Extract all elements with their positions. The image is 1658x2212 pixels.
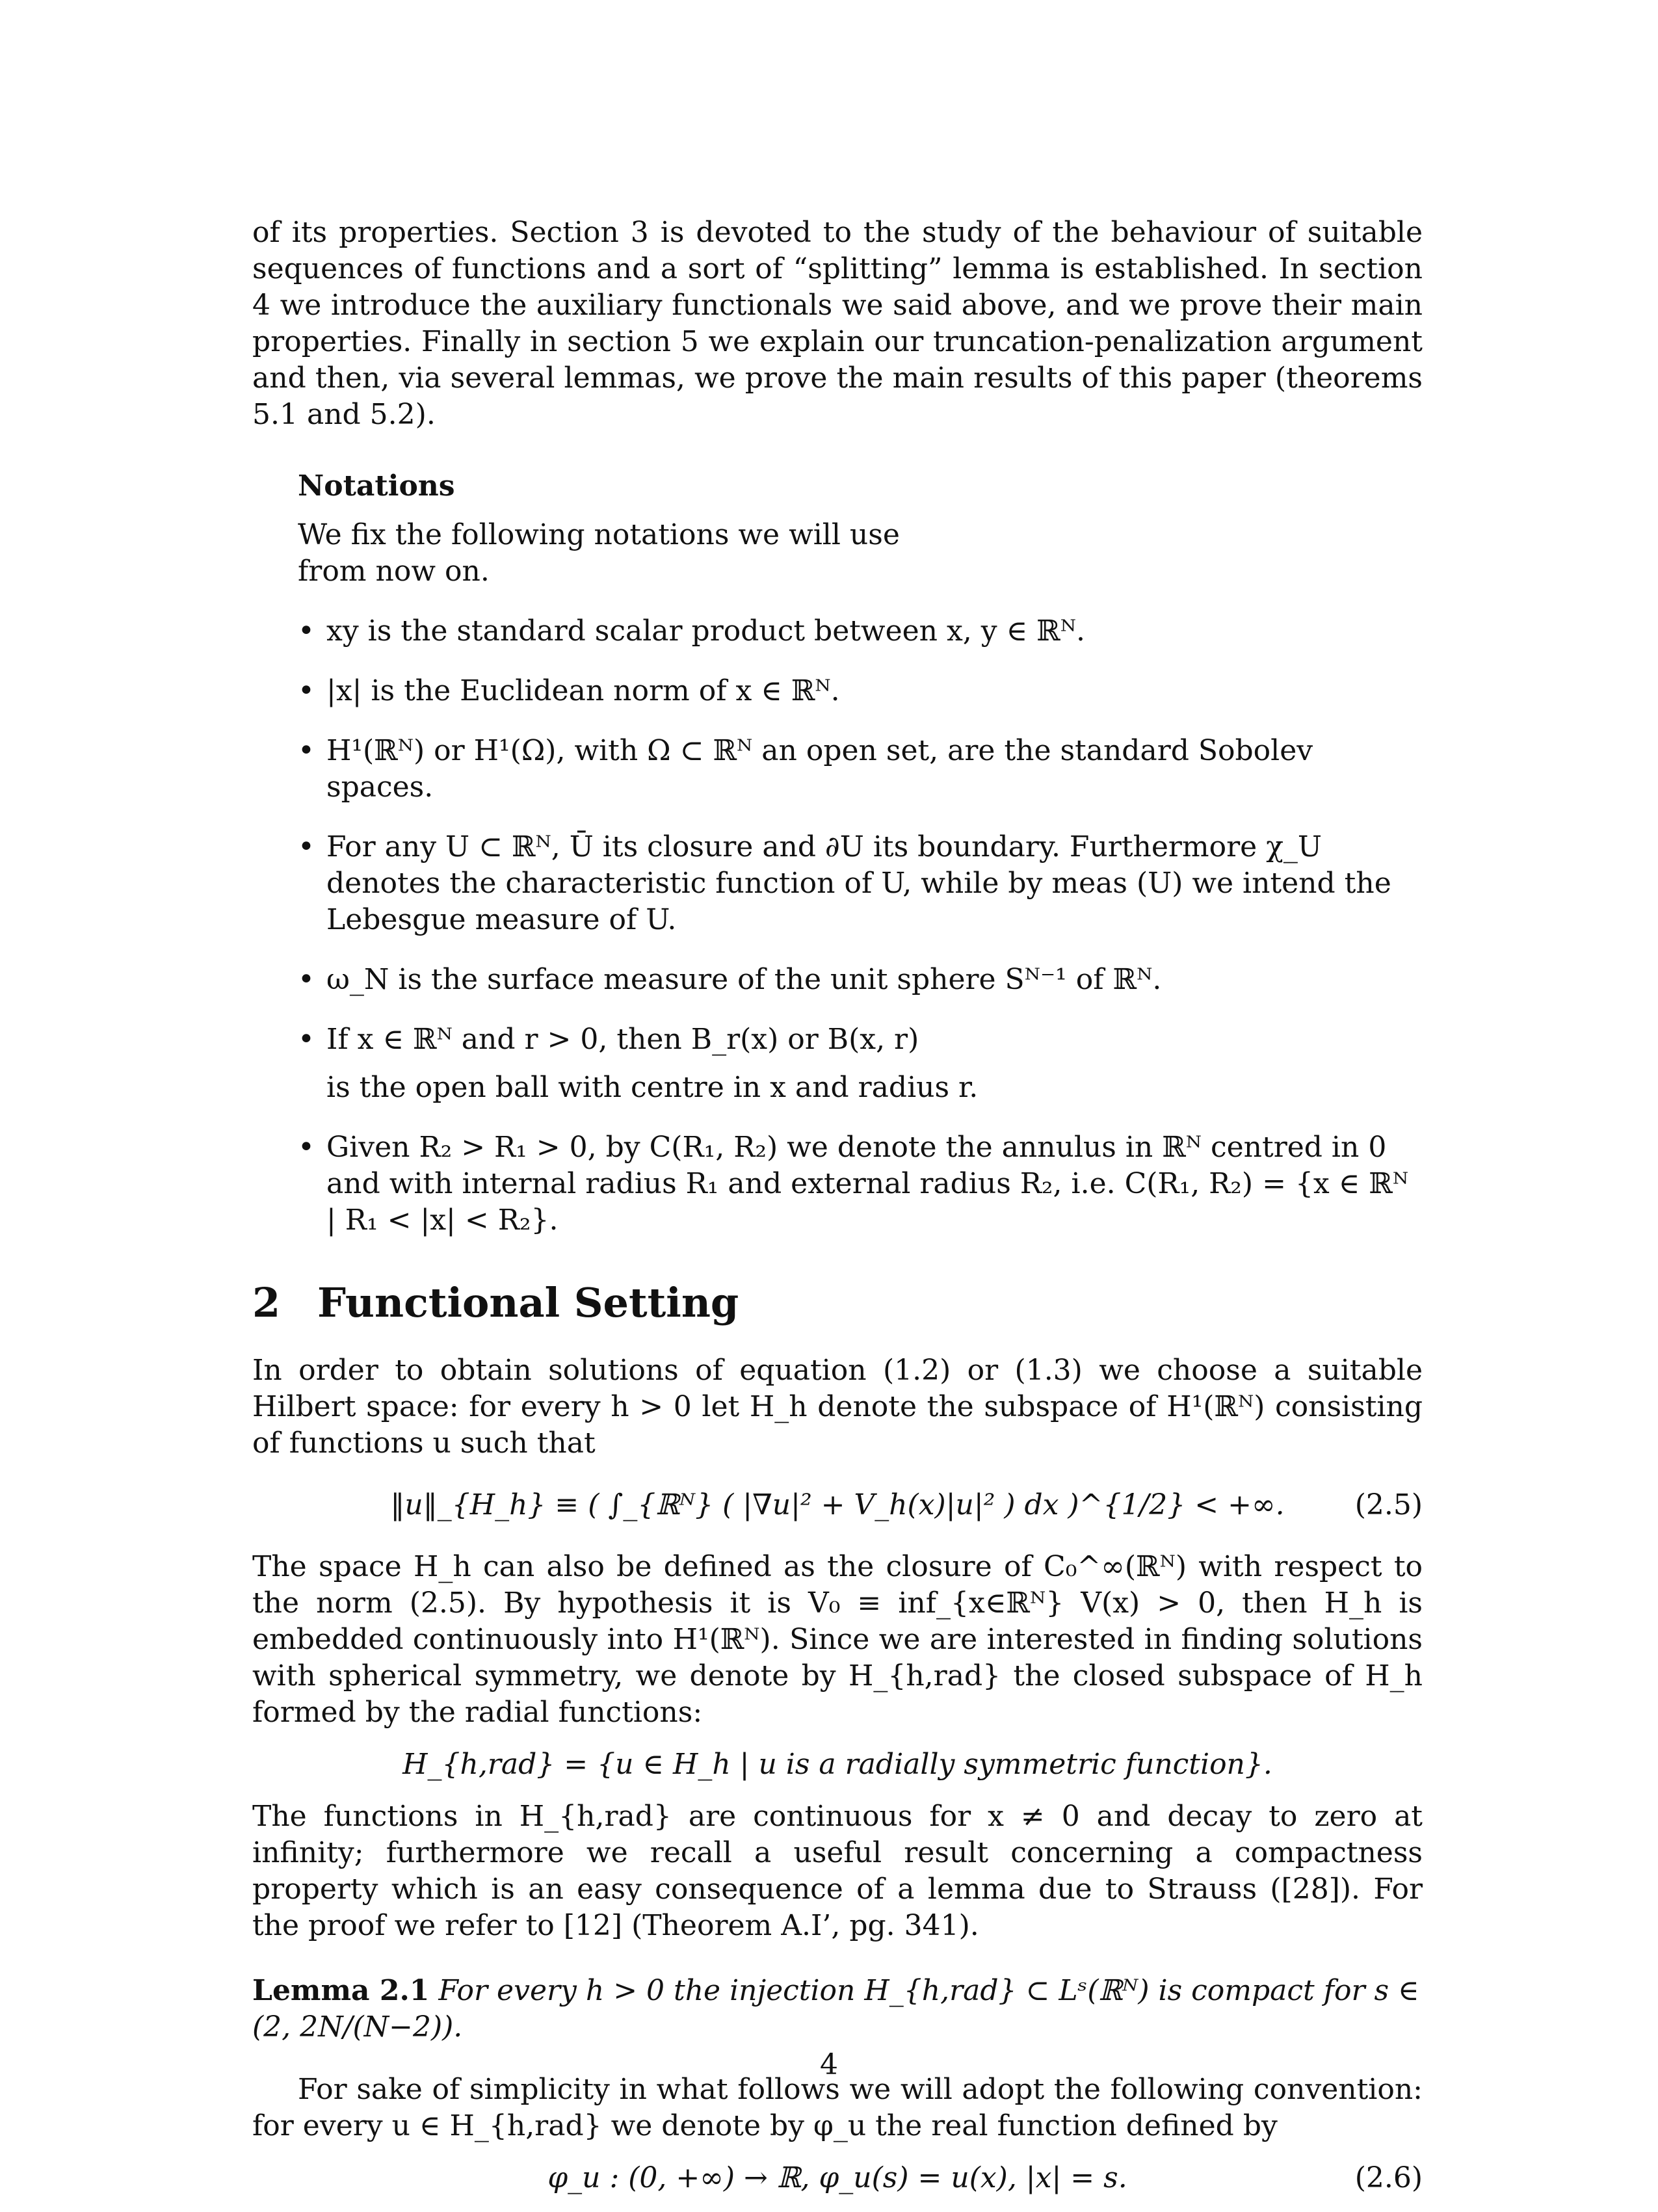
notation-item-open-ball — [298, 1021, 1423, 1106]
paragraph-convention: For sake of simplicity in what follows we will adopt the following convention: for every u ∈ H_{h,rad} we denote by φ_u the real function defined by — [252, 2073, 1423, 2142]
paragraph-continuity: The functions in H_{h,rad} are continuous for x ≠ 0 and decay to zero at infinity; furthermore we recall a useful result concerning a compactness property which is an easy consequence of a lemma due to Strauss ([28]). For the proof we refer to [12] (Theorem A.I’, pg. 341). — [252, 1800, 1423, 1942]
page-number: 4 — [820, 2048, 838, 2081]
bullet-icon: • — [298, 1023, 315, 1056]
notation-item-surface-measure — [298, 962, 1423, 998]
equation-formula: φ_u : (0, +∞) → ℝ, φ_u(s) = u(x), |x| = s. — [547, 2161, 1127, 2194]
notation-text-continuation: is the open ball with centre in x and radius r. — [326, 1071, 979, 1104]
section-number: 2 — [252, 1279, 281, 1326]
notation-text: If x ∈ ℝᴺ and r > 0, then B_r(x) or B(x, r) — [326, 1023, 919, 1056]
notation-text: Given R₂ > R₁ > 0, by C(R₁, R₂) we denote the annulus in ℝᴺ centred in 0 and with internal radius R₁ and external radius R₂, i.e. C(R₁, R₂) = {x ∈ ℝᴺ | R₁ < |x| < R₂}. — [326, 1131, 1409, 1237]
page-body — [252, 215, 1423, 2212]
equation-tag: (2.6) — [1354, 2161, 1423, 2194]
notation-item-annulus — [298, 1129, 1423, 1239]
lemma-label: Lemma 2.1 — [252, 1974, 430, 2007]
notation-item-scalar-product — [298, 613, 1423, 650]
notation-text: H¹(ℝᴺ) or H¹(Ω), with Ω ⊂ ℝᴺ an open set, are the standard Sobolev spaces. — [326, 734, 1313, 804]
equation-formula: H_{h,rad} = {u ∈ H_h | u is a radially symmetric function}. — [402, 1748, 1272, 1781]
notations-intro-line-2: from now on. — [298, 555, 490, 588]
paragraph-space-definition: The space H_h can also be defined as the closure of C₀^∞(ℝᴺ) with respect to the norm (2.5). By hypothesis it is V₀ ≡ inf_{x∈ℝᴺ} V(x) > 0, then H_h is embedded continuously into H¹(ℝᴺ). Since we are interested in finding solutions with spherical symmetry, we denote by H_{h,rad} the closed subspace of H_h formed by the radial functions: — [252, 1550, 1423, 1729]
bullet-icon: • — [298, 614, 315, 648]
notation-text: xy is the standard scalar product between x, y ∈ ℝᴺ. — [326, 614, 1085, 648]
equation-2-5 — [252, 1469, 1423, 1541]
equation-tag: (2.5) — [1354, 1488, 1423, 1521]
lemma-2-1 — [252, 1973, 1423, 2046]
lemma-statement: For every h > 0 the injection H_{h,rad} ⊂ Lˢ(ℝᴺ) is compact for s ∈ (2, 2N/(N−2)). — [252, 1974, 1419, 2044]
bullet-icon: • — [298, 734, 315, 767]
bullet-icon: • — [298, 1131, 315, 1164]
notation-item-sobolev-spaces — [298, 733, 1423, 806]
notation-item-closure-boundary — [298, 829, 1423, 938]
notations-list — [298, 613, 1423, 1239]
notation-text: For any U ⊂ ℝᴺ, Ū its closure and ∂U its boundary. Furthermore χ_U denotes the characteristic function of U, while by meas (U) we intend the Lebesgue measure of U. — [326, 830, 1391, 936]
notation-text: ω_N is the surface measure of the unit sphere Sᴺ⁻¹ of ℝᴺ. — [326, 963, 1162, 996]
section-heading — [252, 1279, 1423, 1326]
equation-2-6 — [252, 2152, 1423, 2204]
notation-text: |x| is the Euclidean norm of x ∈ ℝᴺ. — [326, 674, 840, 707]
notations-block — [298, 469, 1423, 1239]
equation-formula: ‖u‖_{H_h} ≡ ( ∫_{ℝᴺ} ( |∇u|² + V_h(x)|u|² ) dx )^{1/2} < +∞. — [390, 1488, 1285, 1521]
notations-intro-line-1: We fix the following notations we will use — [298, 518, 900, 551]
bullet-icon: • — [298, 963, 315, 996]
intro-paragraph: of its properties. Section 3 is devoted to the study of the behaviour of suitable sequences of functions and a sort of “splitting” lemma is established. In section 4 we introduce the auxiliary functionals we said above, and we prove their main properties. Finally in section 5 we explain our truncation-penalization argument and then, via several lemmas, we prove the main results of this paper (theorems 5.1 and 5.2). — [252, 216, 1423, 431]
notations-title: Notations — [298, 469, 455, 503]
paragraph-hilbert-space: In order to obtain solutions of equation (1.2) or (1.3) we choose a suitable Hilbert space: for every h > 0 let H_h denote the subspace of H¹(ℝᴺ) consisting of functions u such that — [252, 1354, 1423, 1460]
bullet-icon: • — [298, 830, 315, 863]
equation-h-rad — [252, 1739, 1423, 1791]
bullet-icon: • — [298, 674, 315, 707]
notation-item-euclidean-norm — [298, 673, 1423, 709]
section-title: Functional Setting — [317, 1279, 739, 1326]
